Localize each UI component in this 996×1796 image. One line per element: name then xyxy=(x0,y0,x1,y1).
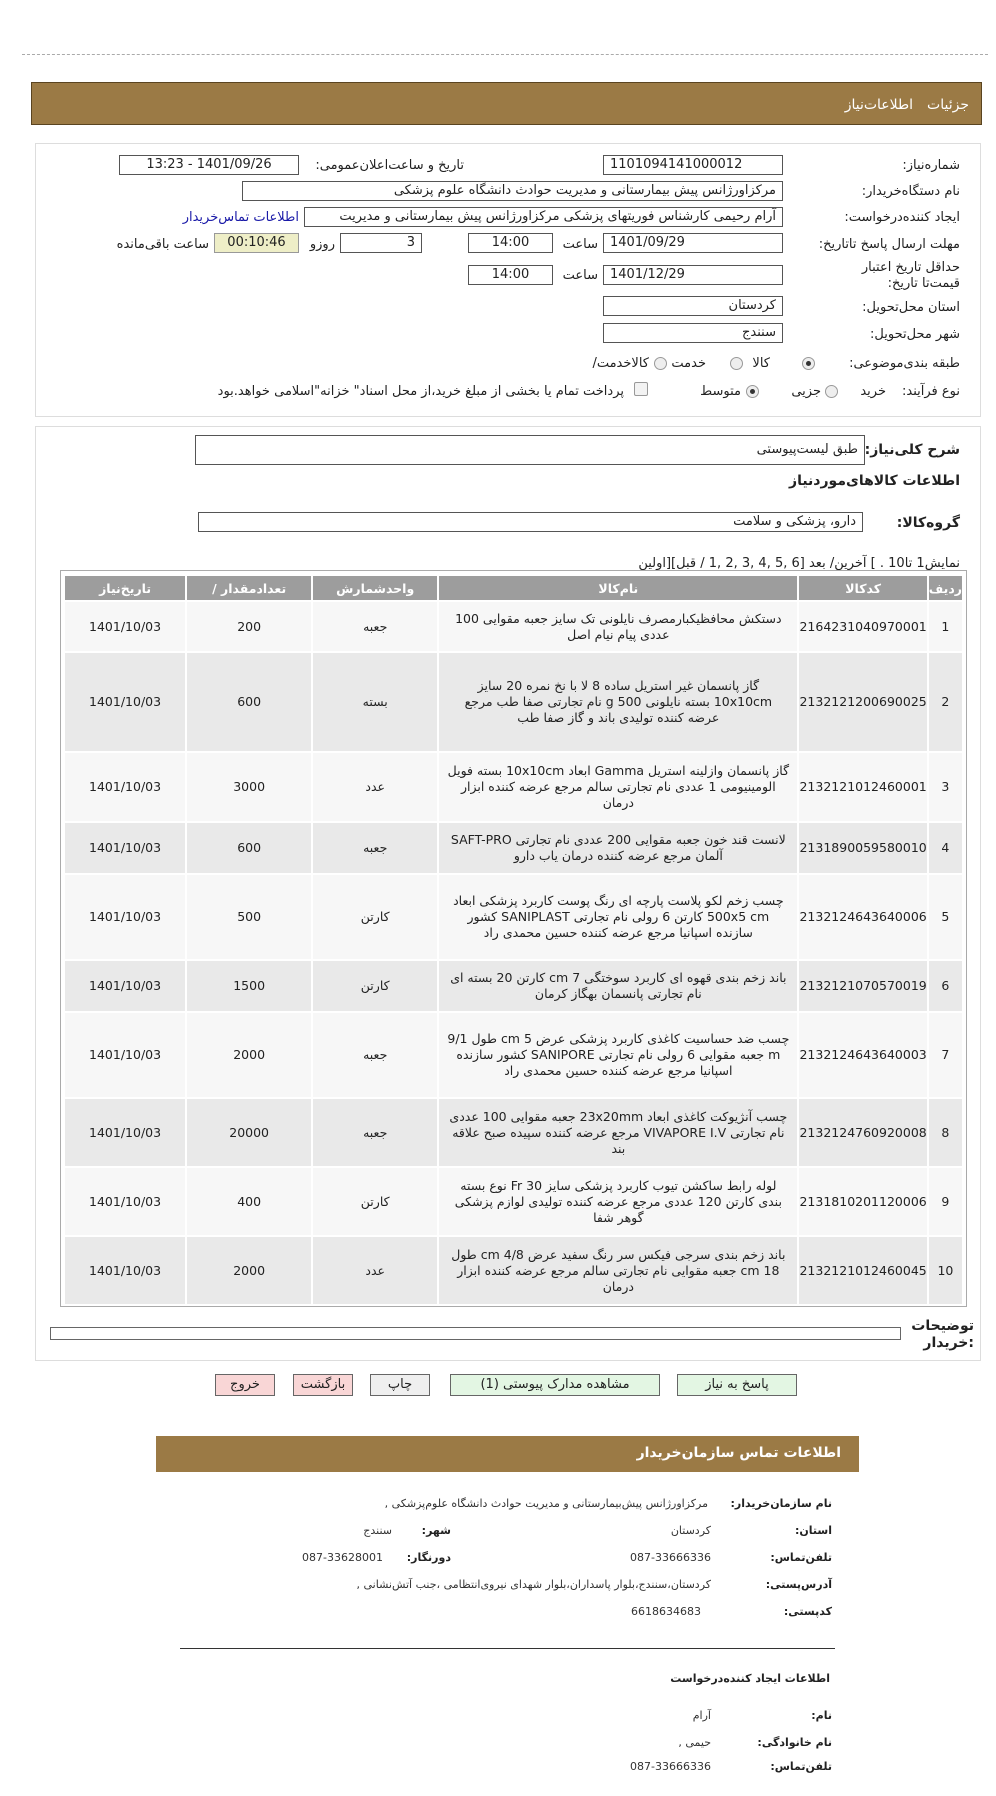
buyer-label: نام دستگاه‌خریدار: xyxy=(861,184,960,199)
process-medium-label: متوسط xyxy=(700,384,741,399)
payment-note: پرداخت تمام یا بخشی از مبلغ خرید،از محل اسناد" خزانه"اسلامی خواهد.بود xyxy=(217,384,624,399)
deadline-date-field: 1401/09/29 xyxy=(603,233,783,253)
contact-address-label: آدرس‌پستی: xyxy=(765,1578,832,1591)
contact-phone: 087-33666336 xyxy=(630,1551,711,1564)
creator-first-label: نام: xyxy=(811,1709,832,1722)
cell-date: 1401/10/03 xyxy=(64,1167,186,1236)
cell-date: 1401/10/03 xyxy=(64,652,186,752)
cell-row: 6 xyxy=(928,960,963,1012)
validity-date-field: 1401/12/29 xyxy=(603,265,783,285)
cell-unit: جعبه xyxy=(312,1012,438,1098)
category-service-radio[interactable] xyxy=(730,357,743,370)
process-medium-radio[interactable] xyxy=(746,385,759,398)
cell-unit: جعبه xyxy=(312,601,438,652)
cell-code: 2132124643640006 xyxy=(798,874,927,960)
cell-name: لوله رابط ساکشن تیوب کاربرد پزشکی سایز 30 Fr نوع بسته بندی کارتن 120 عددی مرجع عرضه کننده تولیدی لوازم پزشکی گوهر شفا xyxy=(438,1167,798,1236)
contact-title: اطلاعات تماس سازمان‌خریدار xyxy=(636,1445,841,1461)
creator-label: ایجاد کننده‌درخواست: xyxy=(844,210,960,225)
cell-qty: 3000 xyxy=(186,752,312,822)
group-field: دارو، پزشکی و سلامت xyxy=(198,512,863,532)
buyer-contact-link[interactable]: اطلاعات تماس‌خریدار xyxy=(182,210,299,225)
cell-qty: 2000 xyxy=(186,1012,312,1098)
cell-name: چسب آنژیوکت کاغذی ابعاد 23x20mm جعبه مقوایی 100 عددی نام تجارتی VIVAPORE I.V مرجع عرضه کننده سپیده صبح علاقه بند xyxy=(438,1098,798,1167)
reply-button[interactable]: پاسخ به نیاز xyxy=(677,1374,797,1396)
cell-qty: 600 xyxy=(186,652,312,752)
remaining-timer: 00:10:46 xyxy=(214,233,299,253)
cell-row: 5 xyxy=(928,874,963,960)
contact-org: مرکزاورژانس پیش‌بیمارستانی و مدیریت حوادث دانشگاه علوم‌پزشکی , xyxy=(384,1497,708,1510)
cell-row: 7 xyxy=(928,1012,963,1098)
validity-label: حداقل تاریخ اعتبار قیمت‌تا تاریخ: xyxy=(861,260,960,291)
table-row xyxy=(64,874,963,960)
treasury-checkbox[interactable] xyxy=(634,382,648,396)
cell-unit: کارتن xyxy=(312,874,438,960)
cell-unit: عدد xyxy=(312,752,438,822)
creator-last-label: نام خانوادگی: xyxy=(757,1736,832,1749)
validity-time-field: 14:00 xyxy=(468,265,553,285)
cell-qty: 400 xyxy=(186,1167,312,1236)
process-buy-label: خرید xyxy=(860,384,886,399)
buyer-notes-label: توضیحات :خریدار xyxy=(911,1318,974,1351)
creator-section-title: اطلاعات ایجاد کننده‌درخواست xyxy=(670,1672,830,1685)
buyer-notes-box xyxy=(50,1327,901,1340)
contact-title-bar xyxy=(156,1436,859,1472)
creator-phone-label: تلفن‌تماس: xyxy=(770,1760,832,1773)
cell-row: 2 xyxy=(928,652,963,752)
cell-name: باند زخم بندی قهوه ای کاربرد سوختگی 7 cm کارتن 20 بسته ای نام تجارتی پانسمان بهگاز کرمان xyxy=(438,960,798,1012)
contact-city-label: شهر: xyxy=(421,1524,451,1537)
cell-row: 3 xyxy=(928,752,963,822)
cell-date: 1401/10/03 xyxy=(64,822,186,874)
table-row xyxy=(64,1167,963,1236)
cell-row: 10 xyxy=(928,1236,963,1305)
need-number-field: 1101094141000012 xyxy=(603,155,783,175)
province-field: کردستان xyxy=(603,296,783,316)
cell-qty: 200 xyxy=(186,601,312,652)
col-name: نام‌کالا xyxy=(438,575,798,601)
process-minor-label: جزیی xyxy=(791,384,821,399)
creator-field: آرام رحیمی کارشناس فوریتهای پزشکی مرکزاورژانس پیش بیمارستانی و مدیریت xyxy=(304,207,783,227)
tab-need-info[interactable]: اطلاعات‌نیاز xyxy=(844,97,914,113)
cell-code: 2131810201120006 xyxy=(798,1167,927,1236)
city-label: شهر محل‌تحویل: xyxy=(870,327,960,342)
table-row xyxy=(64,822,963,874)
summary-label: شرح کلی‌نیاز: xyxy=(864,442,960,458)
goods-title: اطلاعات کالاهای‌موردنیاز xyxy=(789,473,960,489)
cell-date: 1401/10/03 xyxy=(64,1098,186,1167)
header-bar xyxy=(31,82,982,125)
cell-name: چسب ضد حساسیت کاغذی کاربرد پزشکی عرض 5 cm طول 9/1 m جعبه مقوایی 6 رولی نام تجارتی SANIPORE کشور سازنده اسپانیا مرجع عرضه کننده حسین محمدی راد xyxy=(438,1012,798,1098)
col-qty: تعدادمقدار / xyxy=(186,575,312,601)
contact-phone-label: تلفن‌تماس: xyxy=(770,1551,832,1564)
cell-code: 2132121200690025 xyxy=(798,652,927,752)
cell-name: چسب زخم لکو پلاست پارچه ای رنگ پوست کاربرد پزشکی ابعاد 500x5 cm کارتن 6 رولی نام تجارتی SANIPLAST کشور سازنده اسپانیا مرجع عرضه کننده حسین محمدی راد xyxy=(438,874,798,960)
category-both-label: کالاخدمت/ xyxy=(592,356,649,371)
days-label: روزو xyxy=(309,237,335,252)
cell-qty: 1500 xyxy=(186,960,312,1012)
category-both-radio[interactable] xyxy=(654,357,667,370)
contact-city: سنندج xyxy=(363,1524,392,1537)
back-button[interactable]: بازگشت xyxy=(293,1374,353,1396)
cell-code: 2132124760920008 xyxy=(798,1098,927,1167)
contact-divider xyxy=(180,1648,835,1649)
table-row xyxy=(64,652,963,752)
category-label: طبقه بندی‌موضوعی: xyxy=(849,356,960,371)
cell-row: 1 xyxy=(928,601,963,652)
pager[interactable]: نمایش1 تا10 . ] آخرین/ بعد [6 ,5 ,4 ,3 ,2 ,1 / قبل][اولین xyxy=(638,556,960,571)
print-button[interactable]: چاپ xyxy=(370,1374,430,1396)
cell-name: گاز پانسمان وازلینه استریل Gamma ابعاد 10x10cm بسته فویل الومینیومی 1 عددی نام تجارتی سالم مرجع عرضه کننده ابزار درمان xyxy=(438,752,798,822)
col-date: تاریخ‌نیاز xyxy=(64,575,186,601)
cell-qty: 500 xyxy=(186,874,312,960)
need-number-label: شماره‌نیاز: xyxy=(902,158,960,173)
deadline-time-field: 14:00 xyxy=(468,233,553,253)
col-code: کدکالا xyxy=(798,575,927,601)
cell-row: 8 xyxy=(928,1098,963,1167)
table-row xyxy=(64,752,963,822)
contact-fax-label: دورنگار: xyxy=(406,1551,451,1564)
cell-name: باند زخم بندی سرجی فیکس سر رنگ سفید عرض 4/8 cm طول 18 cm جعبه مقوایی نام تجارتی سالم مرجع عرضه کننده ابزار درمان xyxy=(438,1236,798,1305)
cell-qty: 600 xyxy=(186,822,312,874)
cell-code: 2132121012460001 xyxy=(798,752,927,822)
contact-postal-label: کد‌پستی: xyxy=(783,1605,832,1618)
cell-code: 2132121012460045 xyxy=(798,1236,927,1305)
announce-field: 1401/09/26 - 13:23 xyxy=(119,155,299,175)
col-row: ردیف xyxy=(928,575,963,601)
announce-label: تاریخ و ساعت‌اعلان‌عمومی: xyxy=(315,158,464,173)
cell-date: 1401/10/03 xyxy=(64,874,186,960)
col-unit: واحدشمارش xyxy=(312,575,438,601)
validity-time-label: ساعت xyxy=(562,268,598,283)
contact-address: کردستان،سنندج،بلوار پاسداران،بلوار شهدای نیروی‌انتظامی ،جنب آتش‌نشانی , xyxy=(356,1578,711,1591)
attachments-button[interactable]: مشاهده مدارک پیوستی (1) xyxy=(450,1374,660,1396)
category-goods-radio[interactable] xyxy=(802,357,815,370)
contact-province: کردستان xyxy=(670,1524,711,1537)
top-divider xyxy=(22,54,988,55)
cell-unit: عدد xyxy=(312,1236,438,1305)
cell-row: 9 xyxy=(928,1167,963,1236)
cell-name: گاز پانسمان غیر استریل ساده 8 لا با نخ نمره 20 سایز 10x10cm بسته نایلونی 500 g نام تجارتی صفا طب مرجع عرضه کننده تولیدی باند و گاز صفا طب xyxy=(438,652,798,752)
cell-code: 2164231040970001 xyxy=(798,601,927,652)
province-label: استان محل‌تحویل: xyxy=(862,300,960,315)
cell-code: 2132121070570019 xyxy=(798,960,927,1012)
cell-unit: بسته xyxy=(312,652,438,752)
contact-org-label: نام سازمان‌خریدار: xyxy=(730,1497,832,1510)
city-field: سنندج xyxy=(603,323,783,343)
cell-row: 4 xyxy=(928,822,963,874)
deadline-label: مهلت ارسال پاسخ تا‌تاریخ: xyxy=(818,237,960,252)
cell-date: 1401/10/03 xyxy=(64,1236,186,1305)
category-service-label: خدمت xyxy=(671,356,706,371)
process-minor-radio[interactable] xyxy=(825,385,838,398)
cell-date: 1401/10/03 xyxy=(64,960,186,1012)
exit-button[interactable]: خروج xyxy=(215,1374,275,1396)
process-label: نوع فرآیند: xyxy=(902,384,960,399)
tab-details[interactable]: جزئیات xyxy=(927,97,969,113)
cell-unit: کارتن xyxy=(312,1167,438,1236)
cell-date: 1401/10/03 xyxy=(64,1012,186,1098)
creator-first: آرام xyxy=(692,1709,711,1722)
contact-fax: 087-33628001 xyxy=(302,1551,383,1564)
creator-phone: 087-33666336 xyxy=(630,1760,711,1773)
cell-unit: جعبه xyxy=(312,1098,438,1167)
cell-qty: 20000 xyxy=(186,1098,312,1167)
category-goods-label: کالا xyxy=(752,356,770,371)
group-label: گروه‌کالا: xyxy=(896,515,960,531)
cell-code: 2132124643640003 xyxy=(798,1012,927,1098)
cell-date: 1401/10/03 xyxy=(64,601,186,652)
cell-unit: کارتن xyxy=(312,960,438,1012)
remaining-label: ساعت باقی‌مانده xyxy=(116,237,209,252)
table-row xyxy=(64,1098,963,1167)
days-field: 3 xyxy=(340,233,422,253)
goods-table xyxy=(63,574,964,1306)
contact-postal: 6618634683 xyxy=(631,1605,701,1618)
creator-last: حیمی , xyxy=(678,1736,711,1749)
contact-province-label: استان: xyxy=(795,1524,832,1537)
cell-unit: جعبه xyxy=(312,822,438,874)
buyer-field: مرکزاورژانس پیش بیمارستانی و مدیریت حوادث دانشگاه علوم پزشکی xyxy=(242,181,783,201)
table-row xyxy=(64,1012,963,1098)
cell-name: لانست قند خون جعبه مقوایی 200 عددی نام تجارتی SAFT-PRO آلمان مرجع عرضه کننده درمان یاب دارو xyxy=(438,822,798,874)
cell-qty: 2000 xyxy=(186,1236,312,1305)
table-row xyxy=(64,601,963,652)
cell-name: دستکش محافظیکبارمصرف نایلونی تک سایز جعبه مقوایی 100 عددی پیام نیام اصل xyxy=(438,601,798,652)
cell-date: 1401/10/03 xyxy=(64,752,186,822)
table-row xyxy=(64,960,963,1012)
summary-field: طبق لیست‌پیوستی xyxy=(195,435,865,465)
cell-code: 2131890059580010 xyxy=(798,822,927,874)
table-row xyxy=(64,1236,963,1305)
deadline-time-label: ساعت xyxy=(562,237,598,252)
